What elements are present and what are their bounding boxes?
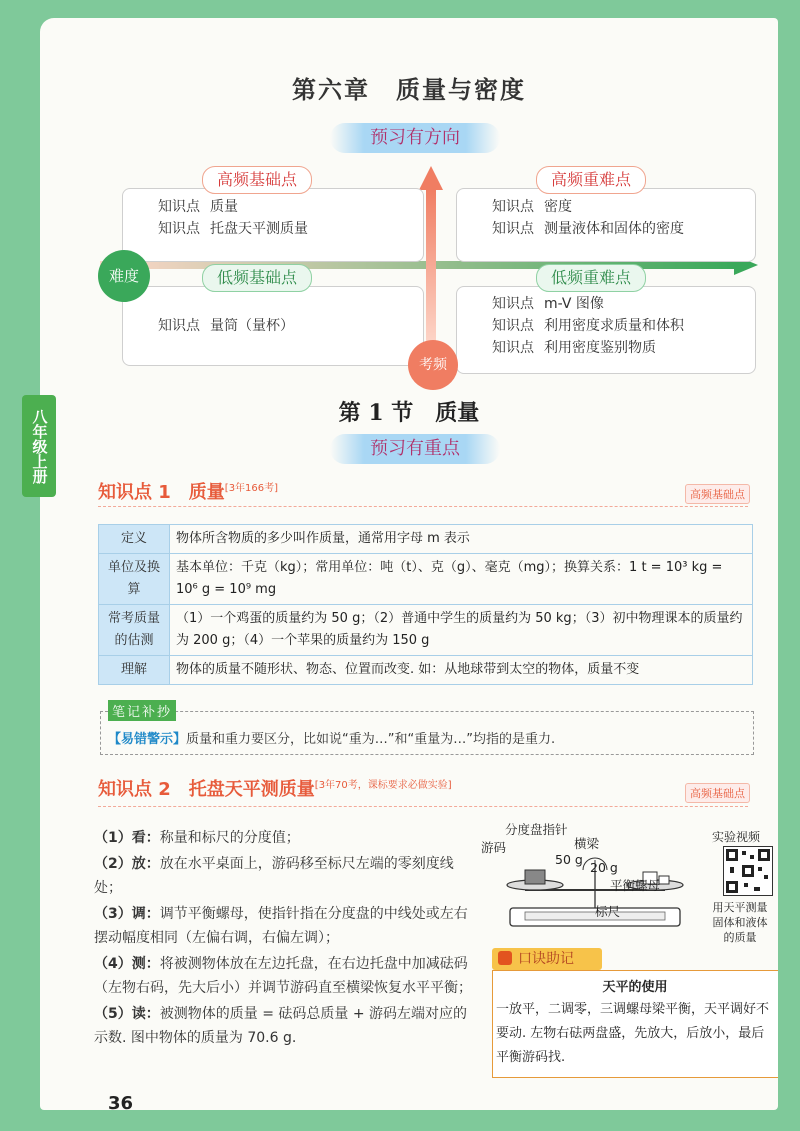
mnemonic-text: 一放平，二调零，三调螺母梁平衡，天平调好不要动. 左物右砝两盘盛，先放大，后放小，最后平衡游码找.	[496, 1002, 770, 1065]
table-row	[99, 656, 753, 685]
row-text: 物体所含物质的多少叫作质量，通常用字母 m 表示	[170, 525, 753, 554]
kp1-badge: 高频基础点	[685, 484, 750, 504]
table-row	[99, 605, 753, 656]
label-weight-50: 50 g	[555, 852, 583, 867]
quadrant-items-high-basic: 知识点 质量 知识点 托盘天平测质量	[158, 199, 308, 237]
quadrant-items-high-hard: 知识点 密度 知识点 测量液体和固体的密度	[492, 199, 684, 237]
quadrant-items-low-basic: 知识点 量筒（量杯）	[158, 318, 294, 334]
pill-low-hard: 低频重难点	[536, 264, 646, 292]
row-text: 基本单位：千克（kg）；常用单位：吨（t）、克（g）、毫克（mg）；换算关系：1 t = 10³ kg = 10⁶ g = 10⁹ mg	[170, 554, 753, 605]
pill-low-basic: 低频基础点	[202, 264, 312, 292]
pill-high-basic: 高频基础点	[202, 166, 312, 194]
qr-code-icon[interactable]	[723, 846, 773, 896]
table-row	[99, 525, 753, 554]
section-title: 第 1 节 质量	[338, 400, 480, 426]
step-item: （4）测：将被测物体放在左边托盘，在右边托盘中加减砝码（左物右码，先大后小）并调节游码直至横梁恢复水平平衡；	[94, 955, 472, 996]
step-item: （3）调：调节平衡螺母，使指针指在分度盘的中线处或左右摆动幅度相同（左偏右调，右偏左调）；	[94, 905, 468, 946]
mnemonic-header: 口诀助记	[492, 948, 602, 970]
row-head: 理解	[99, 656, 170, 685]
step-item: （2）放：放在水平桌面上，游码移至标尺左端的零刻度线处；	[94, 855, 454, 896]
label-beam: 横梁	[574, 836, 600, 851]
step-item: （5）读：被测物体的质量 = 砝码总质量 + 游码左端对应的示数. 图中物体的质量为 70.6 g.	[94, 1005, 468, 1046]
kp2-badge: 高频基础点	[685, 783, 750, 803]
page-number: 36	[108, 1093, 134, 1110]
grade-side-tab: 八年级上册	[22, 395, 56, 497]
lightbulb-icon	[498, 951, 512, 965]
note-tag: 笔记补抄	[108, 700, 176, 721]
chapter-title: 第六章 质量与密度	[292, 76, 526, 104]
mnemonic-title: 天平的使用	[602, 980, 668, 995]
axis-y-label: 考频	[408, 340, 458, 390]
label-dial: 分度盘指针	[505, 822, 568, 837]
quadrant-items-low-hard: 知识点 m-V 图像 知识点 利用密度求质量和体积 知识点 利用密度鉴别物质	[492, 296, 684, 356]
row-text: 物体的质量不随形状、物态、位置而改变. 如：从地球带到太空的物体，质量不变	[170, 656, 753, 685]
table-row	[99, 554, 753, 605]
label-nut: 平衡螺母	[610, 878, 661, 893]
pill-high-hard: 高频重难点	[536, 166, 646, 194]
kp1-divider	[98, 506, 748, 508]
qr-caption: 用天平测量固体和液体的质量	[712, 901, 768, 944]
kp2-divider	[98, 806, 748, 808]
row-head: 定义	[99, 525, 170, 554]
kp1-title: 知识点 1 质量[3年166考]	[98, 482, 279, 503]
axis-x-label: 难度	[98, 250, 150, 302]
page-sheet	[40, 18, 778, 1110]
y-axis-arrowhead	[419, 166, 443, 190]
row-head: 常考质量的估测	[99, 605, 170, 656]
label-scale: 标尺	[595, 904, 621, 919]
row-text: （1）一个鸡蛋的质量约为 50 g；（2）普通中学生的质量约为 50 kg；（3）初中物理课本的质量约为 200 g；（4）一个苹果的质量约为 150 g	[170, 605, 753, 656]
row-head: 单位及换算	[99, 554, 170, 605]
label-rider: 游码	[481, 840, 507, 855]
kp2-title: 知识点 2 托盘天平测质量[3年70考，课标要求必做实验]	[98, 779, 452, 800]
label-weight-20: 20 g	[590, 860, 618, 875]
quality-table	[98, 524, 753, 685]
ribbon-focus: 预习有重点	[330, 434, 500, 464]
qr-title: 实验视频	[712, 830, 761, 844]
step-item: （1）看：称量和标尺的分度值；	[94, 830, 300, 846]
note-warning: 【易错警示】质量和重力要区分，比如说“重为…”和“重量为…”均指的是重力.	[108, 732, 556, 747]
balance-steps	[94, 826, 474, 1052]
ribbon-preview: 预习有方向	[330, 123, 500, 153]
